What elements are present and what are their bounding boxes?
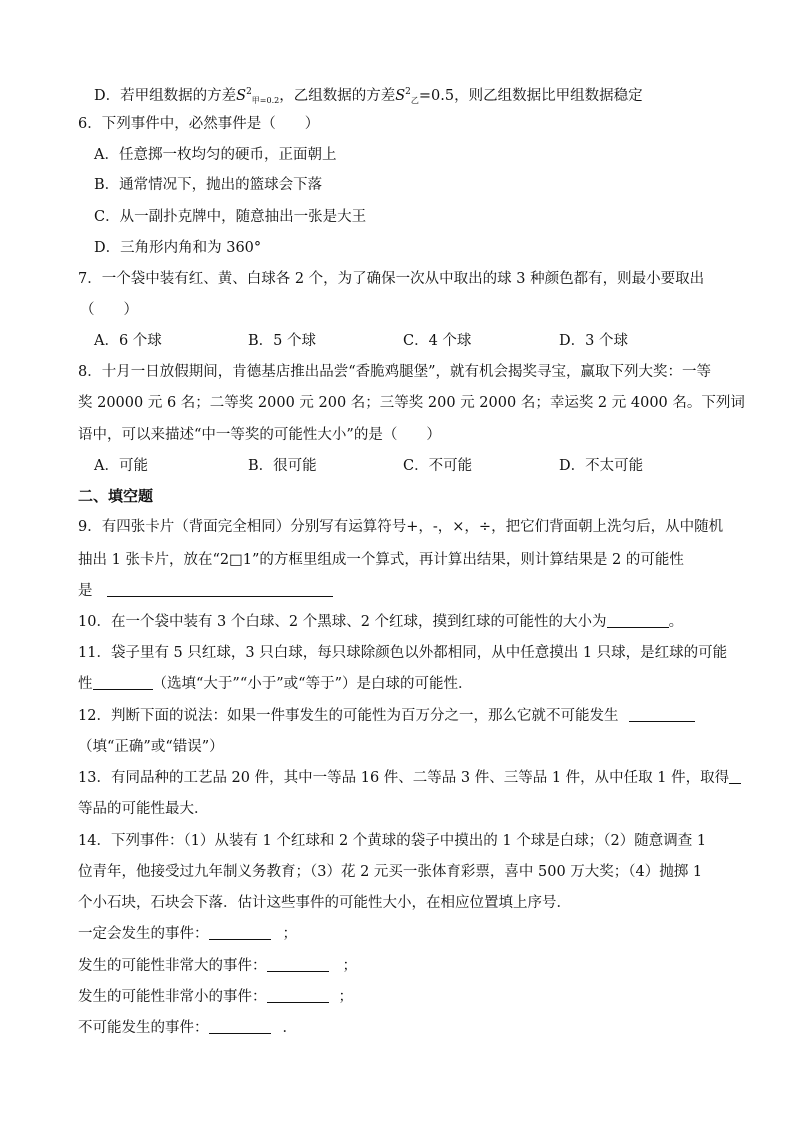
q9-line-2: 抽出 1 张卡片，放在“2□1”的方框里组成一个算式，再计算出结果，则计算结果是 2 的可能性 <box>78 552 684 568</box>
q10-answer-blank[interactable] <box>607 613 669 628</box>
q10-line <box>78 612 683 632</box>
q14-line-2: 位青年，他接受过九年制义务教育；（3）花 2 元买一张体育彩票，喜中 500 万大奖；（4）抛掷 1 <box>78 864 703 880</box>
q12-answer-blank[interactable] <box>629 707 695 722</box>
q6-option-d: D．三角形内角和为 360° <box>94 240 262 256</box>
q11-line-1: 11．袋子里有 5 只红球，3 只白球，每只球除颜色以外都相同，从中任意摸出 1 只球，是红球的可能 <box>78 645 728 661</box>
q9-line-3-text: 是 <box>78 583 93 599</box>
q10-end: 。 <box>668 614 684 630</box>
q8-option-b: B．很可能 <box>248 458 317 474</box>
q11-text-a: 性 <box>78 676 93 692</box>
q7-stem: 7．一个袋中装有红、黄、白球各 2 个，为了确保一次从中取出的球 3 种颜色都有，则最小要取出 <box>78 271 705 287</box>
q14-field-very-unlikely-label: 发生的可能性非常小的事件： <box>78 989 267 1005</box>
q9-answer-blank[interactable] <box>107 582 333 597</box>
q8-option-c: C．不可能 <box>403 458 473 474</box>
q7-option-c: C．4 个球 <box>403 333 472 349</box>
q10-text: 10．在一个袋中装有 3 个白球、2 个黑球、2 个红球，摸到红球的可能性的大小为 <box>78 614 607 630</box>
q14-field-very-likely <box>78 956 357 976</box>
variance-symbol: S <box>236 88 247 104</box>
q7-option-b: B．5 个球 <box>248 333 316 349</box>
q11-text-b: （选填“大于”“小于”或“等于”）是白球的可能性． <box>152 676 473 692</box>
variance-exponent-2: 2 <box>405 87 411 97</box>
q12-line-2: （填“正确”或“错误”） <box>78 739 224 755</box>
section-heading-fill-in: 二、填空题 <box>78 487 154 505</box>
q6-option-b: B．通常情况下，抛出的篮球会下落 <box>94 177 323 193</box>
q8-line-3: 语中，可以来描述“中一等奖的可能性大小”的是（ ） <box>78 427 441 443</box>
variance-subscript-yi: 乙 <box>410 96 419 105</box>
q14-field-very-unlikely <box>78 987 353 1007</box>
q14-field-impossible <box>78 1018 297 1038</box>
q14-blank-very-unlikely[interactable] <box>267 988 329 1003</box>
q14-field-very-unlikely-end: ； <box>338 989 353 1005</box>
q6-stem: 6．下列事件中，必然事件是（ ） <box>78 116 320 132</box>
q12-line-1 <box>78 706 695 726</box>
q5-option-d <box>94 82 643 111</box>
q8-line-2: 奖 20000 元 6 名；二等奖 2000 元 200 名；三等奖 200 元 2000 名；幸运奖 2 元 4000 名。下列词 <box>78 395 745 411</box>
q7-answer-paren: （ ） <box>80 302 138 318</box>
q6-option-c: C．从一副扑克牌中，随意抽出一张是大王 <box>94 209 367 225</box>
q8-line-1: 8．十月一日放假期间，肯德基店推出品尝“香脆鸡腿堡”，就有机会揭奖寻宝，赢取下列大奖：一等 <box>78 364 712 380</box>
q8-option-a: A．可能 <box>94 458 148 474</box>
variance-subscript-jia: 甲=0.2 <box>251 96 280 105</box>
variance-symbol-2: S <box>395 88 406 104</box>
q13-answer-blank[interactable] <box>729 769 741 784</box>
q8-option-d: D．不太可能 <box>559 458 644 474</box>
q12-text: 12．判断下面的说法：如果一件事发生的可能性为百万分之一，那么它就不可能发生 <box>78 708 619 724</box>
q14-blank-certain[interactable] <box>209 925 271 940</box>
q11-answer-blank[interactable] <box>93 675 153 690</box>
q14-blank-impossible[interactable] <box>209 1019 271 1034</box>
q5-d-text-a: D．若甲组数据的方差 <box>94 88 237 104</box>
q14-field-very-likely-end: ； <box>342 958 357 974</box>
q13-text: 13．有同品种的工艺品 20 件，其中一等品 16 件、二等品 3 件、三等品 1 件，从中任取 1 件，取得 <box>78 770 730 786</box>
q14-field-very-likely-label: 发生的可能性非常大的事件： <box>78 958 267 974</box>
q14-blank-very-likely[interactable] <box>267 957 329 972</box>
q11-line-2 <box>78 674 472 694</box>
q14-field-certain <box>78 924 297 944</box>
q7-option-a: A．6 个球 <box>94 333 162 349</box>
q5-d-text-c: =0.5，则乙组数据比甲组数据稳定 <box>418 88 643 104</box>
q6-option-a: A．任意掷一枚均匀的硬币，正面朝上 <box>94 147 337 163</box>
q14-field-certain-end: ； <box>282 926 297 942</box>
q14-field-impossible-label: 不可能发生的事件： <box>78 1020 209 1036</box>
q9-line-1: 9．有四张卡片（背面完全相同）分别写有运算符号+，-，×，÷，把它们背面朝上洗匀后，从中随机 <box>78 519 724 535</box>
q9-line-3 <box>78 581 333 601</box>
variance-exponent: 2 <box>246 87 252 97</box>
q7-option-d: D．3 个球 <box>559 333 628 349</box>
q5-d-text-b: ，乙组数据的方差 <box>279 88 396 104</box>
q14-field-certain-label: 一定会发生的事件： <box>78 926 209 942</box>
q14-field-impossible-end: ． <box>282 1020 297 1036</box>
q14-line-1: 14．下列事件：（1）从装有 1 个红球和 2 个黄球的袋子中摸出的 1 个球是白球；（2）随意调查 1 <box>78 833 707 849</box>
q14-line-3: 个小石块，石块会下落．估计这些事件的可能性大小，在相应位置填上序号． <box>78 895 571 911</box>
q13-line-2: 等品的可能性最大． <box>78 801 209 817</box>
q13-line-1 <box>78 768 741 788</box>
